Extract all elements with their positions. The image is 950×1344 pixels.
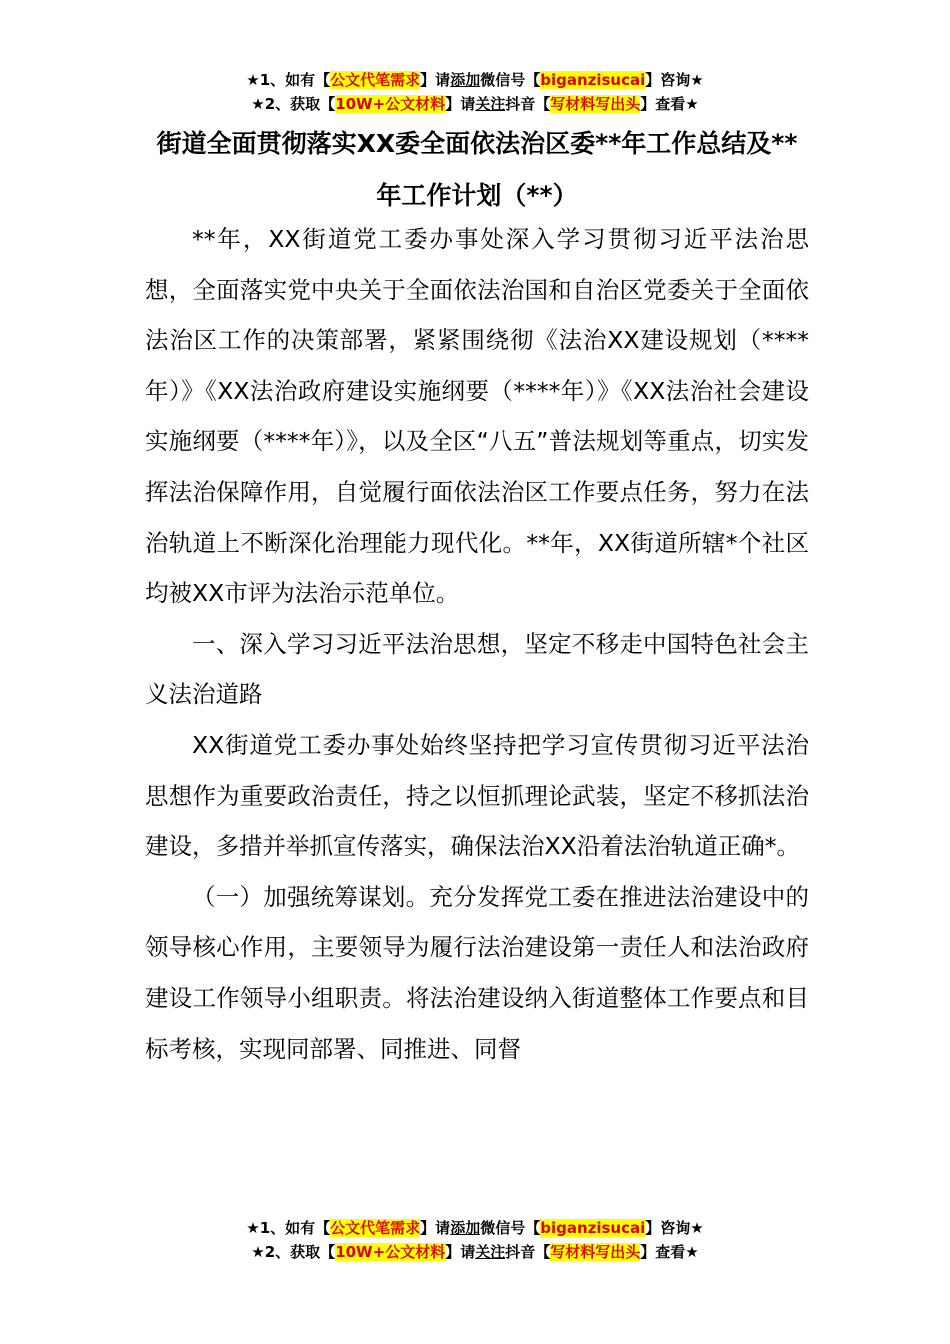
banner-line-2: [0, 92, 950, 116]
footer-banner: [0, 1216, 950, 1264]
banner-text: 】咨询★: [645, 1219, 704, 1237]
highlight-wechat-id: biganzisucai: [540, 71, 646, 89]
highlight-ghostwriting: 公文代笔需求: [330, 71, 421, 89]
banner-text: 】查看★: [640, 1243, 699, 1261]
banner-text: 抖音【: [505, 1243, 551, 1261]
highlight-materials: 10W+公文材料: [335, 1243, 446, 1261]
paragraph-section-1: XX街道党工委办事处始终坚持把学习宣传贯彻习近平法治思想作为重要政治责任，持之以恒抓理论武装，坚定不移抓法治建设，多措并举抓宣传落实，确保法治XX沿着法治轨道正确*。: [145, 730, 809, 861]
banner-text: 】请: [445, 1243, 476, 1261]
highlight-ghostwriting: 公文代笔需求: [330, 1219, 421, 1237]
banner-text-add: 添加: [450, 71, 481, 89]
banner-text: 】请: [420, 71, 451, 89]
banner-line-1: [0, 68, 950, 92]
banner-text: ★2、获取【: [251, 95, 336, 113]
banner-line-2: [0, 1240, 950, 1264]
banner-text: 】请: [445, 95, 476, 113]
section-heading-1: 一、深入学习习近平法治思想，坚定不移走中国特色社会主义法治道路: [145, 629, 809, 709]
highlight-materials: 10W+公文材料: [335, 95, 446, 113]
banner-text: 抖音【: [505, 95, 551, 113]
highlight-douyin: 写材料写出头: [550, 1243, 641, 1261]
paragraph-subsection-1: （一）加强统筹谋划。充分发挥党工委在推进法治建设中的领导核心作用，主要领导为履行法治建设第一责任人和法治政府建设工作领导小组职责。将法治建设纳入街道整体工作要点和目标考核，实现同部署、同推进、同督: [145, 882, 809, 1063]
banner-text-add: 添加: [450, 1219, 481, 1237]
banner-line-1: [0, 1216, 950, 1240]
banner-text: 】咨询★: [645, 71, 704, 89]
banner-text: 微信号【: [480, 71, 541, 89]
highlight-douyin: 写材料写出头: [550, 95, 641, 113]
highlight-wechat-id: biganzisucai: [540, 1219, 646, 1237]
banner-text-follow: 关注: [475, 95, 506, 113]
banner-text: 】请: [420, 1219, 451, 1237]
banner-text: 】查看★: [640, 95, 699, 113]
document-title: 街道全面贯彻落实XX委全面依法治区委**年工作总结及**年工作计划（**）: [156, 129, 798, 210]
banner-text-follow: 关注: [475, 1243, 506, 1261]
paragraph-intro: **年，XX街道党工委办事处深入学习贯彻习近平法治思想，全面落实党中央关于全面依法治国和自治区党委关于全面依法治区工作的决策部署，紧紧围绕彻《法治XX建设规划（****年）》《XX法治政府建设实施纲要（****年）》《XX法治社会建设实施纲要（****年）》，以及全区“八五”普法规划等重点，切实发挥法治保障作用，自觉履行面依法治区工作要点任务，努力在法治轨道上不断深化治理能力现代化。**年，XX街道所辖*个社区均被XX市评为法治示范单位。: [145, 225, 809, 608]
banner-text: ★1、如有【: [246, 71, 331, 89]
banner-text: ★1、如有【: [246, 1219, 331, 1237]
banner-text: 微信号【: [480, 1219, 541, 1237]
header-banner: [0, 68, 950, 116]
banner-text: ★2、获取【: [251, 1243, 336, 1261]
document-body: [145, 214, 809, 1074]
